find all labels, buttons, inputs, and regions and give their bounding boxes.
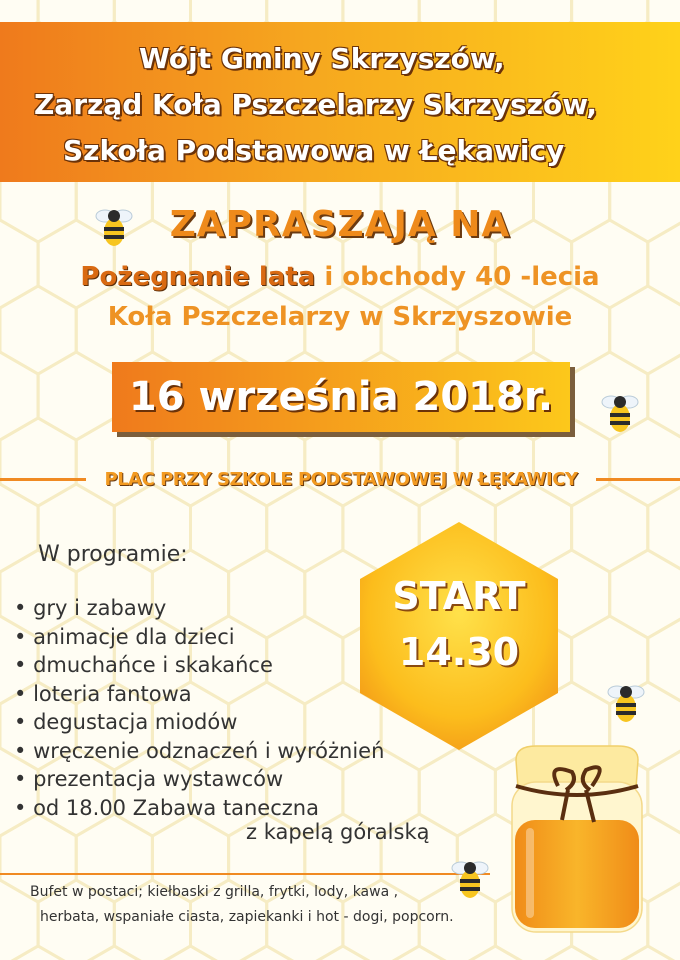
programme-item: • dmuchańce i skakańce — [14, 651, 384, 680]
divider-left — [0, 478, 86, 481]
start-label: START — [392, 574, 526, 618]
header-line-organizer-1: Wójt Gminy Skrzyszów, — [139, 42, 505, 75]
honey-jar-icon — [506, 742, 648, 942]
invite-heading: ZAPRASZAJĄ NA — [169, 204, 511, 245]
bee-icon — [600, 388, 640, 436]
start-time: 14.30 — [398, 630, 520, 674]
honeycomb-cell — [572, 484, 648, 572]
honeycomb-cell — [229, 946, 305, 960]
honeycomb-cell — [305, 946, 381, 960]
divider-right — [596, 478, 680, 481]
programme-item: • animacje dla dzieci — [14, 623, 384, 652]
bee-icon — [606, 678, 646, 726]
honeycomb-cell — [381, 946, 457, 960]
honeycomb-cell — [152, 946, 228, 960]
buffet-text-line2: herbata, wspaniałe ciasta, zapiekanki i hot - dogi, popcorn. — [40, 909, 454, 925]
honeycomb-cell — [534, 946, 610, 960]
date-banner — [112, 362, 570, 432]
programme-item: • degustacja miodów — [14, 708, 384, 737]
event-title-line1 — [0, 262, 680, 292]
honeycomb-cell — [0, 946, 76, 960]
honeycomb-cell — [76, 946, 152, 960]
honeycomb-cell — [191, 484, 267, 572]
divider-bottom — [0, 873, 490, 875]
honeycomb-cell — [610, 946, 680, 960]
honeycomb-cell — [0, 484, 38, 572]
programme-item-continuation: z kapelą góralską — [246, 820, 430, 844]
honeycomb-cell — [0, 418, 76, 506]
honeycomb-cell — [457, 946, 533, 960]
programme-item: • od 18.00 Zabawa taneczna — [14, 794, 384, 823]
honeycomb-cell — [419, 748, 495, 836]
honeycomb-cell — [38, 352, 114, 440]
programme-item: • wręczenie odznaczeń i wyróżnień — [14, 737, 384, 766]
venue-label: PLAC PRZY SZKOLE PODSTAWOWEJ W ŁĘKAWICY — [104, 469, 578, 490]
header-line-organizer-3: Szkoła Podstawowa w Łękawicy — [63, 134, 565, 167]
honeycomb-cell — [267, 484, 343, 572]
programme-item: • gry i zabawy — [14, 594, 384, 623]
buffet-text-line1: Bufet w postaci; kiełbaski z grilla, frytki, lody, kawa , — [30, 884, 399, 900]
programme-title: W programie: — [38, 542, 188, 567]
honeycomb-cell — [0, 352, 38, 440]
event-anniversary: i obchody 40 -lecia — [315, 262, 600, 292]
event-farewell: Pożegnanie lata — [80, 262, 316, 292]
event-date: 16 września 2018r. — [128, 374, 554, 420]
programme-item: • prezentacja wystawców — [14, 765, 384, 794]
event-title-line2: Koła Pszczelarzy w Skrzyszowie — [107, 302, 573, 332]
bee-icon — [94, 202, 134, 250]
bee-icon — [450, 854, 490, 902]
header-line-organizer-2: Zarząd Koła Pszczelarzy Skrzyszów, — [34, 88, 597, 121]
programme-item: • loteria fantowa — [14, 680, 384, 709]
programme-list — [14, 594, 384, 822]
